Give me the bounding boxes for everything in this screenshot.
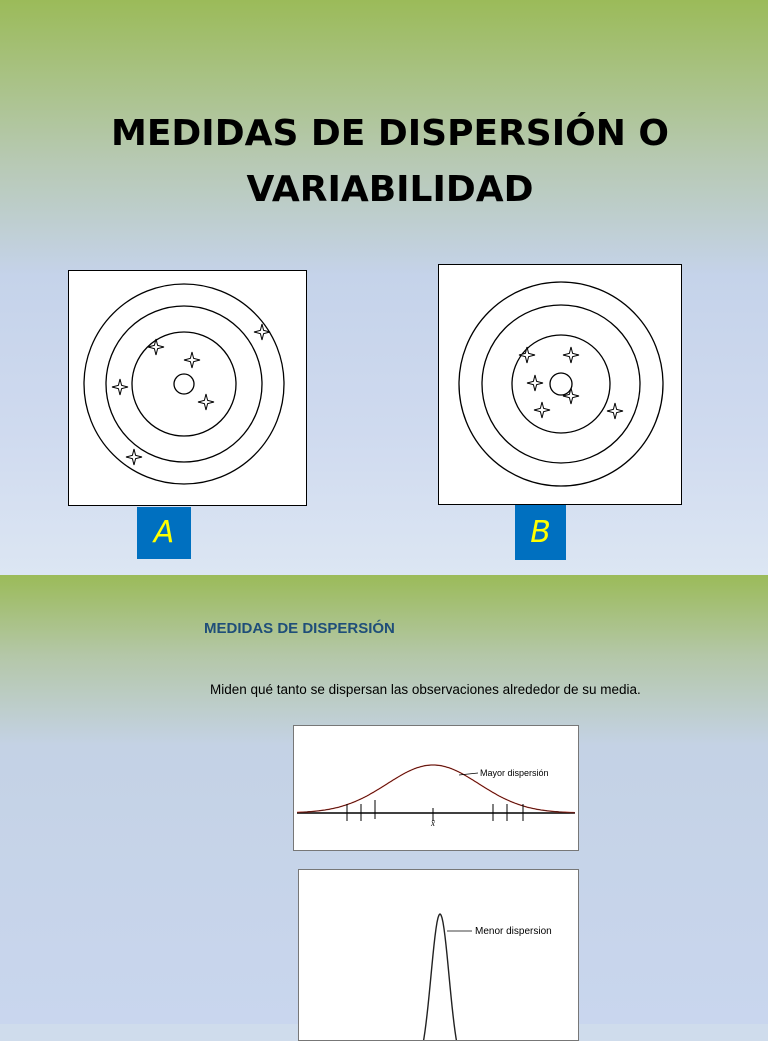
- outer-ring: [459, 282, 663, 486]
- star-marker-icon: [563, 347, 579, 363]
- star-marker-icon: [148, 339, 164, 355]
- curve-chart-low-dispersion: [298, 869, 579, 1041]
- inner-ring: [132, 332, 236, 436]
- star-marker-icon: [607, 403, 623, 419]
- target-a: [68, 270, 307, 506]
- target-b-label: B: [515, 505, 566, 560]
- target-a-drawing: [69, 271, 306, 505]
- middle-ring: [482, 305, 640, 463]
- bullseye: [550, 373, 572, 395]
- target-a-label: A: [137, 507, 191, 559]
- slide-title: MEDIDAS DE DISPERSIÓN O VARIABILIDAD: [111, 113, 669, 210]
- star-marker-icon: [254, 324, 270, 340]
- middle-ring: [106, 306, 262, 462]
- bullseye: [174, 374, 194, 394]
- mean-label: x̄: [431, 818, 435, 828]
- curve-2-drawing: [299, 870, 578, 1040]
- target-b: [438, 264, 682, 505]
- star-marker-icon: [198, 394, 214, 410]
- star-marker-icon: [519, 347, 535, 363]
- star-marker-icon: [184, 352, 200, 368]
- star-marker-icon: [534, 402, 550, 418]
- slide-subtitle: MEDIDAS DE DISPERSIÓN: [204, 620, 395, 637]
- outer-ring: [84, 284, 284, 484]
- curve-1-drawing: [294, 726, 578, 850]
- star-marker-icon: [112, 379, 128, 395]
- slide-description: Miden qué tanto se dispersan las observaciones alrededor de su media.: [210, 682, 641, 697]
- star-marker-icon: [126, 449, 142, 465]
- curve-2-label: Menor dispersion: [475, 926, 552, 937]
- curve-chart-high-dispersion: [293, 725, 579, 851]
- target-b-drawing: [439, 265, 681, 504]
- observation-ticks: [347, 800, 523, 821]
- star-marker-icon: [563, 388, 579, 404]
- star-marker-icon: [527, 375, 543, 391]
- curve-1-label: Mayor dispersión: [480, 768, 549, 778]
